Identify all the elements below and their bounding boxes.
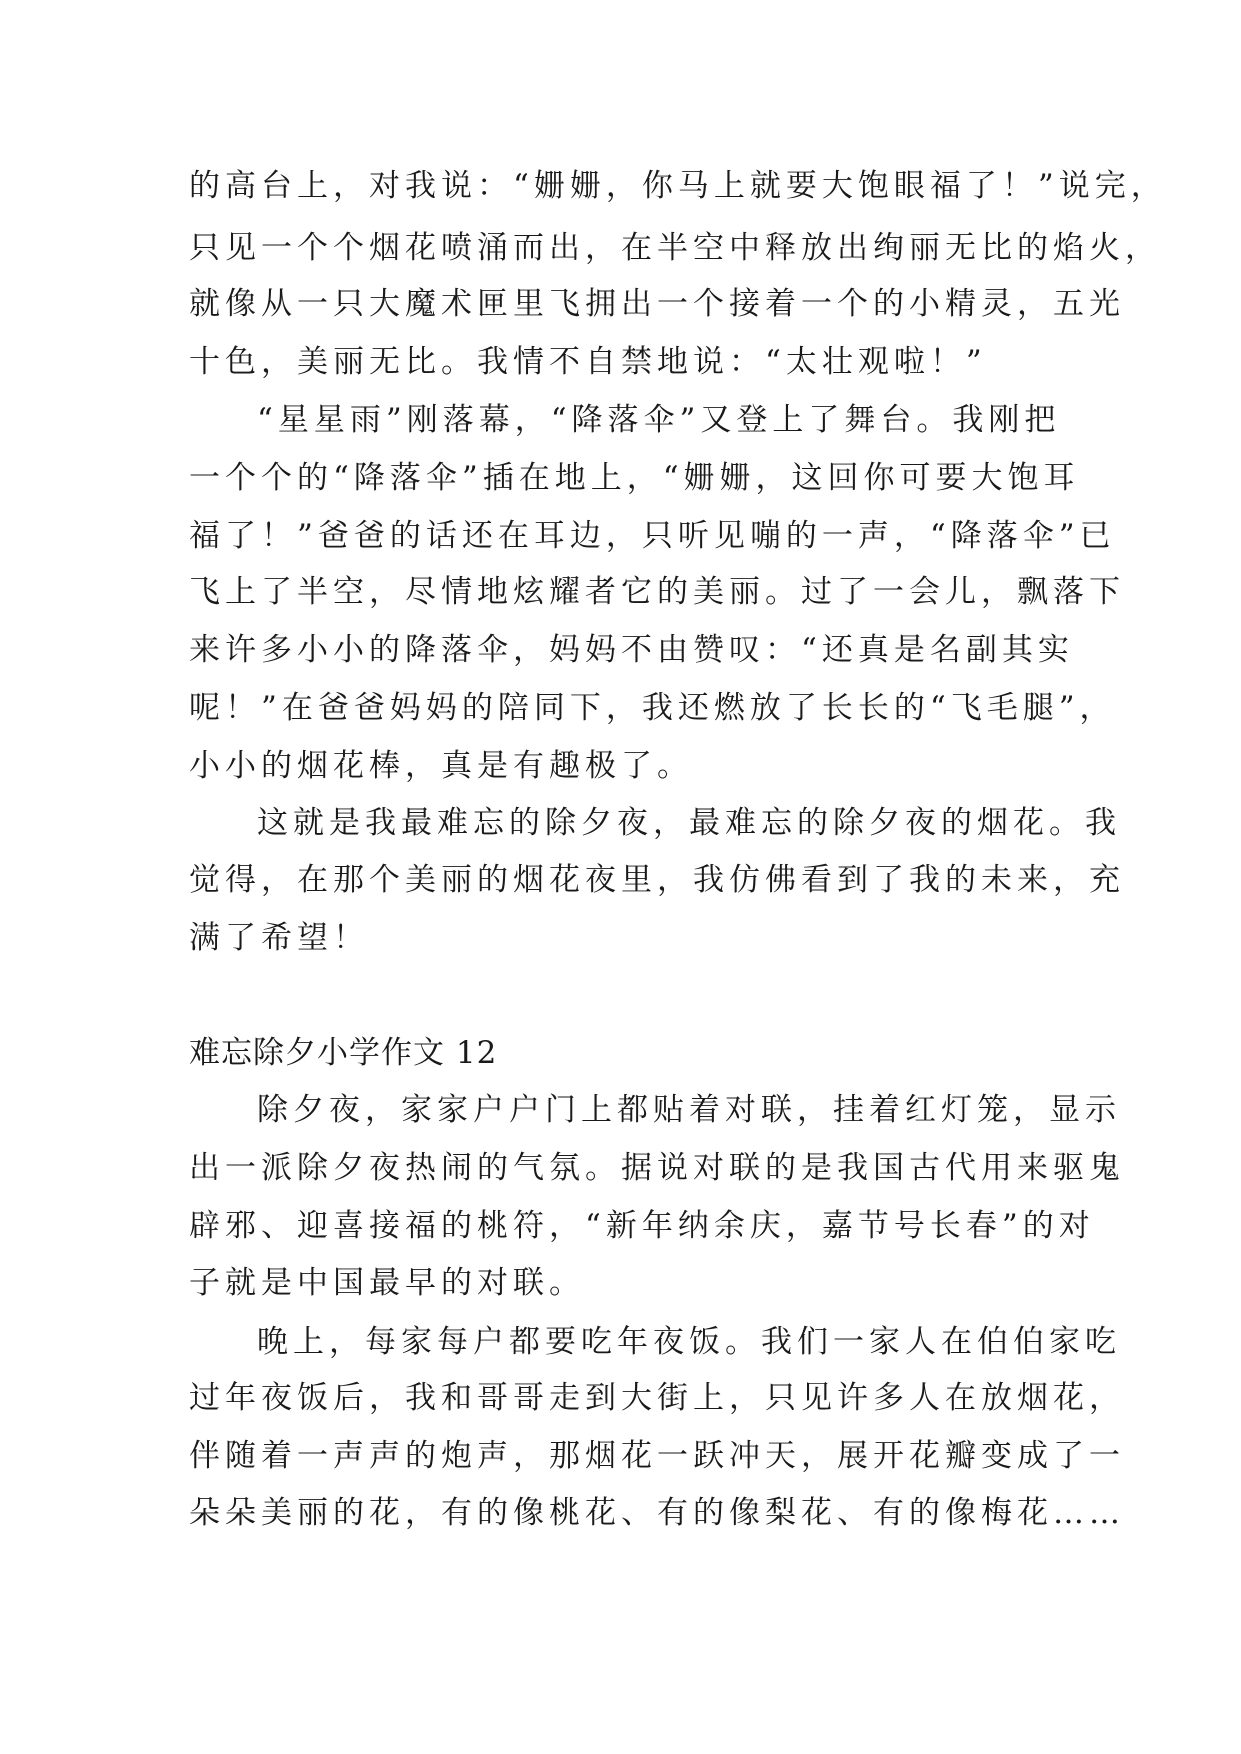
paragraph-line: 只见一个个烟花喷涌而出，在半空中释放出绚丽无比的焰火， — [189, 230, 1161, 266]
paragraph-line: 过年夜饭后，我和哥哥走到大街上，只见许多人在放烟花， — [189, 1380, 1125, 1416]
paragraph-line: 觉得，在那个美丽的烟花夜里，我仿佛看到了我的未来，充 — [189, 862, 1125, 898]
paragraph-line: 十色，美丽无比。我情不自禁地说：“太壮观啦！” — [189, 344, 987, 380]
paragraph-line: 呢！”在爸爸妈妈的陪同下，我还燃放了长长的“飞毛腿”， — [189, 690, 1116, 726]
paragraph-line: 飞上了半空，尽情地炫耀者它的美丽。过了一会儿，飘落下 — [189, 574, 1125, 610]
paragraph-line: 来许多小小的降落伞，妈妈不由赞叹：“还真是名副其实 — [189, 632, 1074, 668]
paragraph-first-line: “星星雨”刚落幕，“降落伞”又登上了舞台。我刚把 — [257, 402, 1061, 438]
paragraph-line: 满了希望！ — [189, 920, 369, 956]
paragraph-first-line: 这就是我最难忘的除夕夜，最难忘的除夕夜的烟花。我 — [257, 805, 1121, 841]
paragraph-first-line: 晚上，每家每户都要吃年夜饭。我们一家人在伯伯家吃 — [257, 1324, 1121, 1360]
paragraph-line: 辟邪、迎喜接福的桃符，“新年纳余庆，嘉节号长春”的对 — [189, 1208, 1095, 1244]
paragraph-line: 福了！”爸爸的话还在耳边，只听见嘣的一声，“降落伞”已 — [189, 518, 1116, 554]
paragraph-first-line: 除夕夜，家家户户门上都贴着对联，挂着红灯笼，显示 — [257, 1092, 1121, 1128]
paragraph-line: 小小的烟花棒，真是有趣极了。 — [189, 748, 693, 784]
paragraph-line: 一个个的“降落伞”插在地上，“姗姗，这回你可要大饱耳 — [189, 460, 1080, 496]
paragraph-line: 子就是中国最早的对联。 — [189, 1265, 585, 1301]
paragraph-line: 朵朵美丽的花，有的像桃花、有的像梨花、有的像梅花…… — [189, 1495, 1125, 1531]
section-heading: 难忘除夕小学作文 12 — [189, 1035, 498, 1071]
paragraph-line: 出一派除夕夜热闹的气氛。据说对联的是我国古代用来驱鬼 — [189, 1150, 1125, 1186]
paragraph-line: 的高台上，对我说：“姗姗，你马上就要大饱眼福了！”说完， — [189, 168, 1167, 204]
paragraph-line: 就像从一只大魔术匣里飞拥出一个接着一个的小精灵，五光 — [189, 286, 1125, 322]
paragraph-line: 伴随着一声声的炮声，那烟花一跃冲天，展开花瓣变成了一 — [189, 1438, 1125, 1474]
